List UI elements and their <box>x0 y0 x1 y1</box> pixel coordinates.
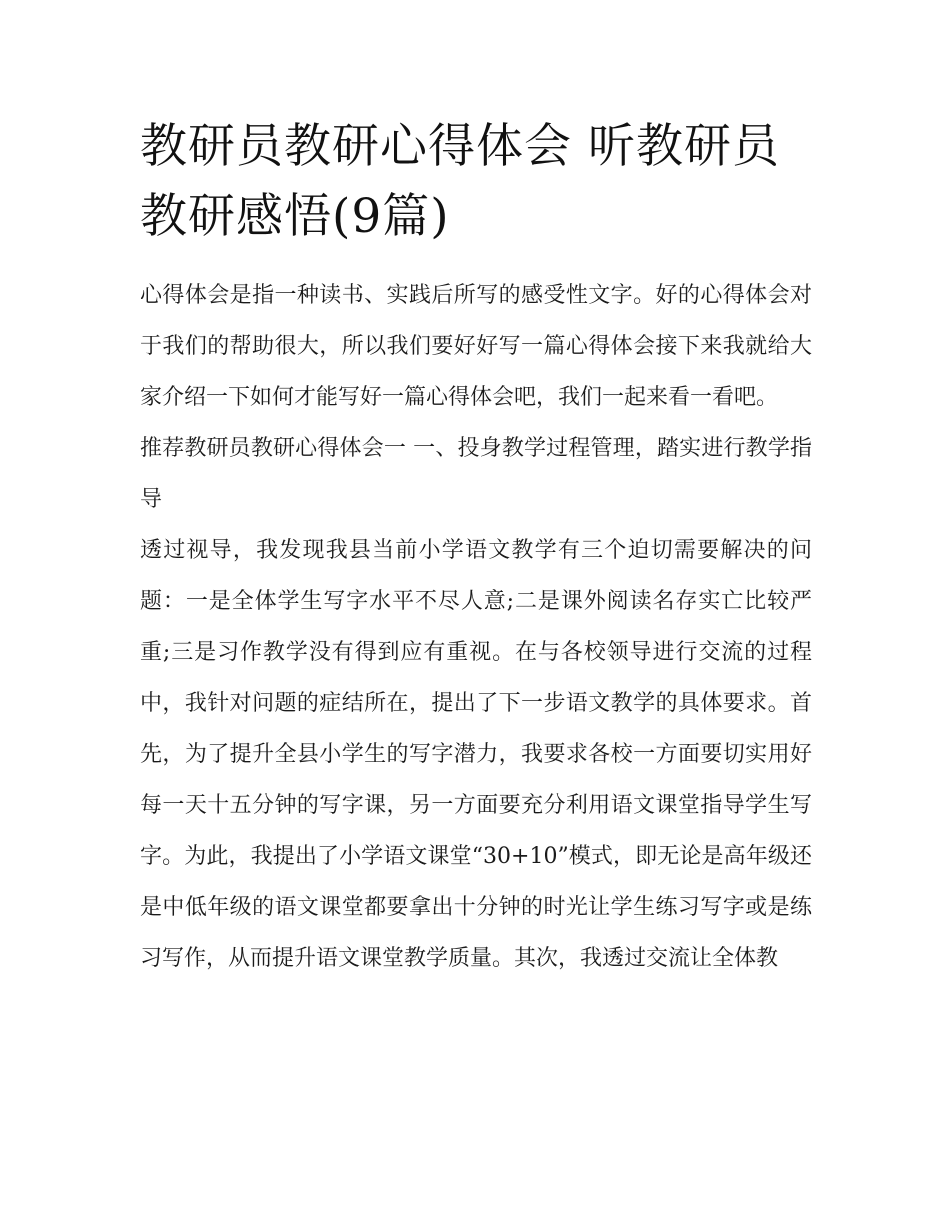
document-title: 教研员教研心得体会 听教研员教研感悟(9篇) <box>140 119 780 244</box>
document-page <box>140 112 812 984</box>
intro-paragraph: 心得体会是指一种读书、实践后所写的感受性文字。好的心得体会对于我们的帮助很大，所以我们要好好写一篇心得体会接下来我就给大家介绍一下如何才能写好一篇心得体会吧，我们一起来看一看吧。 <box>140 283 812 410</box>
section-heading-paragraph: 推荐教研员教研心得体会一 一、投身教学过程管理，踏实进行教学指导 <box>140 436 812 512</box>
body-paragraph: 透过视导，我发现我县当前小学语文教学有三个迫切需要解决的问题：一是全体学生写字水平不尽人意;二是课外阅读名存实亡比较严重;三是习作教学没有得到应有重视。在与各校领导进行交流的过程中，我针对问题的症结所在，提出了下一步语文教学的具体要求。首先，为了提升全县小学生的写字潜力，我要求各校一方面要切实用好每一天十五分钟的写字课，另一方面要充分利用语文课堂指导学生写字。为此，我提出了小学语文课堂“30+10”模式，即无论是高年级还是中低年级的语文课堂都要拿出十分钟的时光让学生练习写字或是练习写作，从而提升语文课堂教学质量。其次，我透过交流让全体教 <box>140 538 812 971</box>
document-body <box>140 270 812 984</box>
